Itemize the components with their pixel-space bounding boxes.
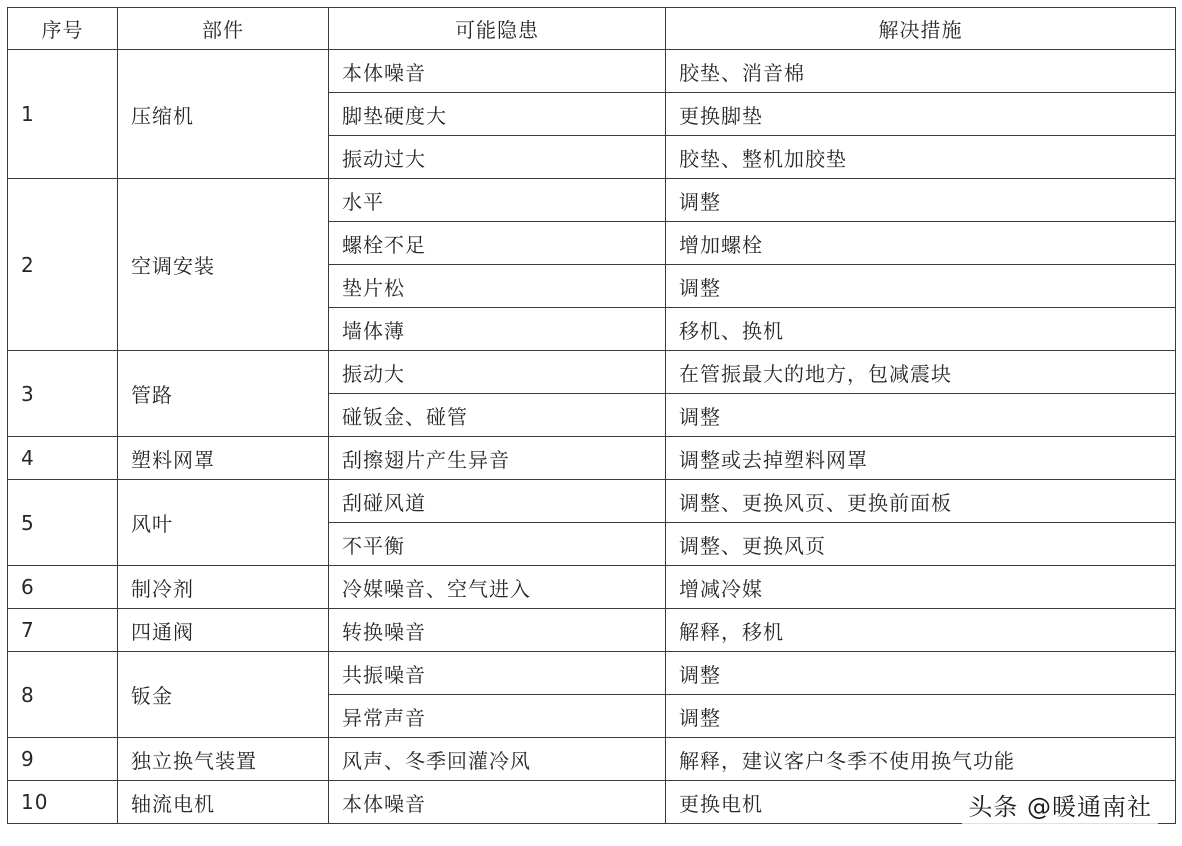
- part-cell: 制冷剂: [118, 566, 329, 609]
- part-cell: 独立换气装置: [118, 738, 329, 781]
- hazard-cell: 振动大: [329, 351, 666, 394]
- hazard-cell: 脚垫硬度大: [329, 93, 666, 136]
- table-row: [8, 609, 1176, 652]
- solution-cell: 调整: [666, 265, 1176, 308]
- solution-cell: 调整: [666, 179, 1176, 222]
- header-number: 序号: [8, 8, 118, 50]
- part-cell: 轴流电机: [118, 781, 329, 824]
- table-header-row: [8, 8, 1176, 50]
- hazard-cell: 不平衡: [329, 523, 666, 566]
- header-hazard: 可能隐患: [329, 8, 666, 50]
- row-number-cell: 6: [8, 566, 118, 609]
- hazard-cell: 螺栓不足: [329, 222, 666, 265]
- part-cell: 空调安装: [118, 179, 329, 351]
- solution-cell: 调整或去掉塑料网罩: [666, 437, 1176, 480]
- table-row: [8, 738, 1176, 781]
- part-cell: 塑料网罩: [118, 437, 329, 480]
- solution-cell: 调整: [666, 695, 1176, 738]
- row-number-cell: 9: [8, 738, 118, 781]
- row-number-cell: 3: [8, 351, 118, 437]
- solution-cell: 调整、更换风页: [666, 523, 1176, 566]
- solution-cell: 调整、更换风页、更换前面板: [666, 480, 1176, 523]
- row-number-cell: 10: [8, 781, 118, 824]
- row-number-cell: 4: [8, 437, 118, 480]
- part-cell: 管路: [118, 351, 329, 437]
- row-number-cell: 7: [8, 609, 118, 652]
- hazard-cell: 碰钣金、碰管: [329, 394, 666, 437]
- hazard-cell: 振动过大: [329, 136, 666, 179]
- hazard-cell: 本体噪音: [329, 781, 666, 824]
- solution-cell: 胶垫、消音棉: [666, 50, 1176, 93]
- hazard-cell: 刮擦翅片产生异音: [329, 437, 666, 480]
- part-cell: 风叶: [118, 480, 329, 566]
- part-cell: 压缩机: [118, 50, 329, 179]
- solution-cell: 解释，建议客户冬季不使用换气功能: [666, 738, 1176, 781]
- hazard-cell: 风声、冬季回灌冷风: [329, 738, 666, 781]
- hazard-cell: 冷媒噪音、空气进入: [329, 566, 666, 609]
- header-part: 部件: [118, 8, 329, 50]
- hazard-cell: 异常声音: [329, 695, 666, 738]
- table-row: [8, 351, 1176, 394]
- solution-cell: 更换脚垫: [666, 93, 1176, 136]
- row-number-cell: 8: [8, 652, 118, 738]
- hazard-cell: 刮碰风道: [329, 480, 666, 523]
- solution-cell: 更换电机: [666, 781, 1176, 824]
- table-row: [8, 652, 1176, 695]
- part-cell: 钣金: [118, 652, 329, 738]
- solution-cell: 移机、换机: [666, 308, 1176, 351]
- row-number-cell: 2: [8, 179, 118, 351]
- table-row: [8, 480, 1176, 523]
- hazard-cell: 共振噪音: [329, 652, 666, 695]
- solution-cell: 解释，移机: [666, 609, 1176, 652]
- table-container: [7, 7, 1176, 824]
- row-number-cell: 5: [8, 480, 118, 566]
- solution-cell: 调整: [666, 394, 1176, 437]
- part-cell: 四通阀: [118, 609, 329, 652]
- solution-cell: 增减冷媒: [666, 566, 1176, 609]
- solution-cell: 在管振最大的地方，包减震块: [666, 351, 1176, 394]
- table-row: [8, 566, 1176, 609]
- hazard-cell: 水平: [329, 179, 666, 222]
- hazard-cell: 本体噪音: [329, 50, 666, 93]
- header-solution: 解决措施: [666, 8, 1176, 50]
- watermark: 头条 @暖通南社: [962, 785, 1158, 824]
- table-row: [8, 179, 1176, 222]
- hazard-cell: 转换噪音: [329, 609, 666, 652]
- solution-cell: 胶垫、整机加胶垫: [666, 136, 1176, 179]
- table-body: [8, 50, 1176, 824]
- table-row: [8, 437, 1176, 480]
- hazard-cell: 墙体薄: [329, 308, 666, 351]
- table-row: [8, 50, 1176, 93]
- row-number-cell: 1: [8, 50, 118, 179]
- noise-troubleshooting-table: [7, 7, 1176, 824]
- solution-cell: 调整: [666, 652, 1176, 695]
- solution-cell: 增加螺栓: [666, 222, 1176, 265]
- hazard-cell: 垫片松: [329, 265, 666, 308]
